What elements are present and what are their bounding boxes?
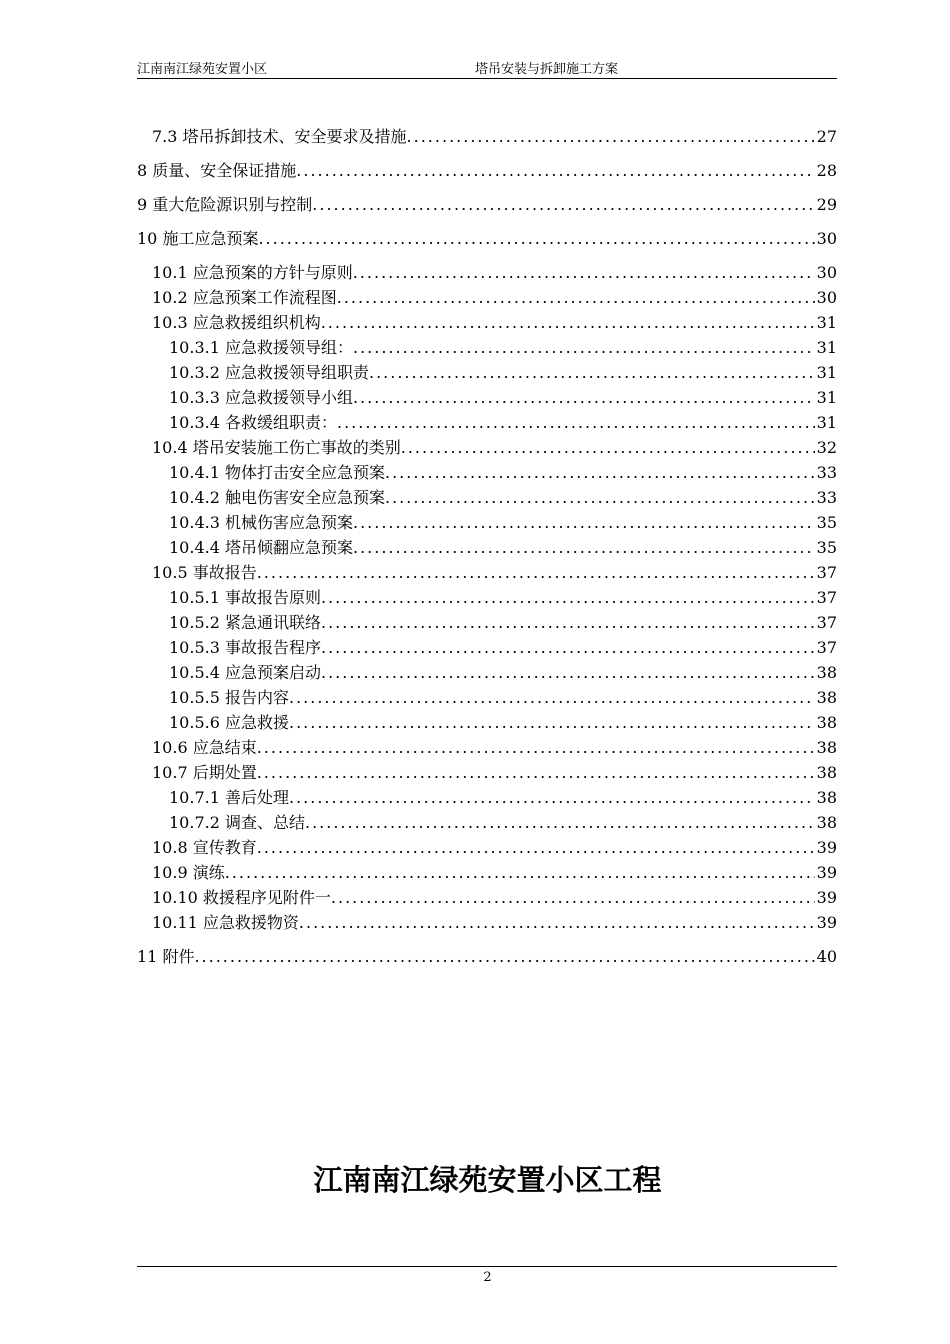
toc-entry-label: 10.5.2 紧急通讯联络 (169, 613, 321, 632)
toc-entry-page: 38 (816, 713, 837, 732)
toc-entry-label: 10.1 应急预案的方针与原则 (152, 263, 353, 282)
toc-entry-label: 10.3.3 应急救援领导小组 (169, 388, 353, 407)
header-document-title: 塔吊安装与拆卸施工方案 (475, 62, 619, 77)
toc-entry-page: 39 (816, 888, 837, 907)
toc-entry-page: 35 (816, 513, 837, 532)
toc-entry[interactable] (137, 785, 837, 810)
toc-entry[interactable] (137, 510, 837, 535)
toc-entry-label: 10.3 应急救援组织机构 (152, 313, 321, 332)
toc-leader-dots (299, 910, 815, 935)
toc-leader-dots (257, 835, 815, 860)
toc-entry-label: 10.5.5 报告内容 (169, 688, 289, 707)
toc-leader-dots (312, 192, 814, 217)
toc-leader-dots (321, 610, 815, 635)
toc-leader-dots (401, 435, 815, 460)
toc-entry-page: 35 (816, 538, 837, 557)
toc-entry[interactable] (137, 535, 837, 560)
toc-entry[interactable] (137, 460, 837, 485)
toc-entry-page: 37 (816, 613, 837, 632)
toc-leader-dots (289, 785, 815, 810)
toc-entry-page: 31 (816, 313, 837, 332)
toc-leader-dots (353, 335, 815, 360)
toc-entry-label: 11 附件 (137, 947, 195, 966)
toc-entry-label: 10.5.4 应急预案启动 (169, 663, 321, 682)
toc-leader-dots (194, 944, 814, 969)
toc-entry[interactable] (137, 885, 837, 910)
toc-entry[interactable] (137, 944, 837, 969)
toc-leader-dots (321, 635, 815, 660)
toc-entry-label: 10.6 应急结束 (152, 738, 257, 757)
toc-entry[interactable] (137, 610, 837, 635)
page-number: 2 (483, 1270, 492, 1285)
toc-leader-dots (257, 560, 815, 585)
toc-entry-label: 8 质量、安全保证措施 (137, 161, 297, 180)
toc-entry-page: 31 (816, 413, 837, 432)
toc-entry-page: 31 (816, 388, 837, 407)
toc-leader-dots (385, 485, 815, 510)
toc-entry-page: 32 (816, 438, 837, 457)
toc-entry-label: 10.7.1 善后处理 (169, 788, 289, 807)
toc-leader-dots (225, 860, 815, 885)
toc-leader-dots (321, 585, 815, 610)
toc-entry-label: 10.10 救援程序见附件一 (152, 888, 331, 907)
toc-entry-label: 10 施工应急预案 (137, 229, 259, 248)
toc-entry[interactable] (137, 585, 837, 610)
toc-entry-page: 38 (816, 688, 837, 707)
toc-entry-page: 29 (816, 195, 837, 214)
toc-entry-label: 10.7.2 调查、总结 (169, 813, 305, 832)
toc-entry[interactable] (137, 158, 837, 183)
toc-entry[interactable] (137, 435, 837, 460)
toc-entry-page: 38 (816, 663, 837, 682)
toc-entry-page: 38 (816, 738, 837, 757)
toc-entry[interactable] (137, 860, 837, 885)
toc-entry-page: 30 (816, 263, 837, 282)
toc-entry-page: 33 (816, 463, 837, 482)
toc-entry[interactable] (137, 835, 837, 860)
toc-entry-page: 28 (816, 161, 837, 180)
toc-entry[interactable] (137, 260, 837, 285)
toc-leader-dots (353, 510, 815, 535)
project-title: 江南南江绿苑安置小区工程 (313, 1163, 662, 1197)
toc-entry[interactable] (137, 485, 837, 510)
toc-entry-label: 10.9 演练 (152, 863, 225, 882)
toc-entry[interactable] (137, 360, 837, 385)
page-header (137, 56, 837, 79)
toc-entry-label: 10.3.2 应急救援领导组职责 (169, 363, 369, 382)
toc-entry[interactable] (137, 735, 837, 760)
toc-leader-dots (296, 158, 814, 183)
toc-entry-label: 10.4.4 塔吊倾翻应急预案 (169, 538, 353, 557)
toc-entry-page: 39 (816, 838, 837, 857)
toc-entry-label: 10.4 塔吊安装施工伤亡事故的类别 (152, 438, 401, 457)
toc-entry-page: 39 (816, 913, 837, 932)
toc-leader-dots (305, 810, 815, 835)
toc-entry[interactable] (137, 192, 837, 217)
toc-entry-label: 10.11 应急救援物资 (152, 913, 299, 932)
toc-leader-dots (369, 360, 815, 385)
header-project-name: 江南南江绿苑安置小区 (137, 62, 268, 77)
toc-entry[interactable] (137, 285, 837, 310)
toc-entry[interactable] (137, 226, 837, 251)
toc-entry[interactable] (137, 810, 837, 835)
toc-leader-dots (321, 310, 815, 335)
toc-entry-page: 39 (816, 863, 837, 882)
toc-leader-dots (258, 226, 814, 251)
toc-leader-dots (257, 735, 815, 760)
toc-entry-label: 10.5.6 应急救援 (169, 713, 289, 732)
toc-leader-dots (331, 885, 815, 910)
toc-entry[interactable] (137, 385, 837, 410)
toc-entry-label: 10.5.3 事故报告程序 (169, 638, 321, 657)
toc-entry[interactable] (137, 335, 837, 360)
toc-entry-page: 33 (816, 488, 837, 507)
toc-entry[interactable] (137, 635, 837, 660)
toc-leader-dots (353, 385, 815, 410)
toc-entry-label: 10.4.1 物体打击安全应急预案 (169, 463, 385, 482)
toc-entry[interactable] (137, 760, 837, 785)
toc-entry-page: 31 (816, 363, 837, 382)
toc-entry-label: 10.5 事故报告 (152, 563, 257, 582)
toc-entry-label: 7.3 塔吊拆卸技术、安全要求及措施 (152, 127, 407, 146)
toc-entry-label: 10.3.4 各救缓组职责： (169, 413, 337, 432)
toc-entry[interactable] (137, 410, 837, 435)
toc-entry-page: 27 (816, 127, 837, 146)
toc-entry[interactable] (137, 124, 837, 149)
toc-leader-dots (353, 535, 815, 560)
toc-entry-page: 38 (816, 813, 837, 832)
toc-entry-page: 38 (816, 788, 837, 807)
toc-entry-page: 30 (816, 229, 837, 248)
toc-leader-dots (385, 460, 815, 485)
toc-leader-dots (337, 410, 815, 435)
footer-divider (137, 1266, 837, 1267)
toc-entry-label: 10.5.1 事故报告原则 (169, 588, 321, 607)
toc-entry[interactable] (137, 710, 837, 735)
toc-entry-label: 10.7 后期处置 (152, 763, 257, 782)
toc-entry-label: 10.3.1 应急救援领导组： (169, 338, 353, 357)
toc-entry-page: 38 (816, 763, 837, 782)
toc-entry[interactable] (137, 685, 837, 710)
toc-entry[interactable] (137, 910, 837, 935)
toc-entry-page: 31 (816, 338, 837, 357)
toc-entry[interactable] (137, 310, 837, 335)
toc-entry-page: 37 (816, 563, 837, 582)
toc-leader-dots (321, 660, 815, 685)
toc-entry-label: 9 重大危险源识别与控制 (137, 195, 313, 214)
toc-entry-page: 37 (816, 638, 837, 657)
toc-entry[interactable] (137, 560, 837, 585)
toc-leader-dots (257, 760, 815, 785)
toc-entry-page: 40 (816, 947, 837, 966)
toc-leader-dots (289, 685, 815, 710)
toc-entry-page: 37 (816, 588, 837, 607)
toc-entry-label: 10.4.2 触电伤害安全应急预案 (169, 488, 385, 507)
table-of-contents (137, 124, 837, 978)
toc-entry-page: 30 (816, 288, 837, 307)
toc-entry-label: 10.4.3 机械伤害应急预案 (169, 513, 353, 532)
toc-leader-dots (337, 285, 815, 310)
toc-entry[interactable] (137, 660, 837, 685)
toc-leader-dots (353, 260, 815, 285)
toc-leader-dots (289, 710, 815, 735)
toc-leader-dots (407, 124, 815, 149)
toc-entry-label: 10.8 宣传教育 (152, 838, 257, 857)
toc-entry-label: 10.2 应急预案工作流程图 (152, 288, 337, 307)
